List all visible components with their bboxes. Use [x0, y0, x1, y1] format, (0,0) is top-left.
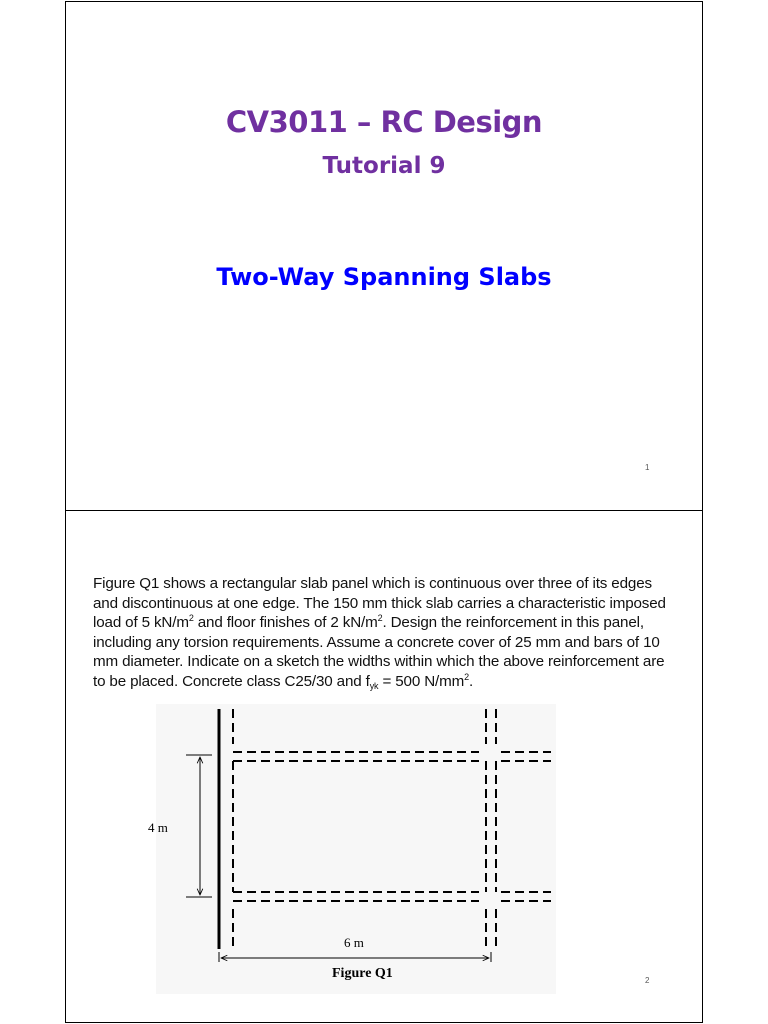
problem-text: Figure Q1 shows a rectangular slab panel which is continuous over three of its edges and discontinuous at one edge. The 150 mm thick slab carries a characteristic imposed load of 5 kN/m — [93, 575, 666, 632]
problem-text: . — [468, 672, 474, 690]
page-number: 2 — [645, 976, 650, 985]
width-label: 6 m — [344, 935, 364, 950]
height-label: 4 m — [148, 820, 168, 835]
superscript: 2 — [377, 613, 383, 624]
problem-text: and floor finishes of 2 kN/m — [193, 614, 378, 632]
topic-title: Two-Way Spanning Slabs — [216, 263, 552, 291]
superscript: 2 — [464, 671, 469, 682]
tutorial-title: Tutorial 9 — [322, 153, 446, 179]
figure-q1 — [148, 704, 556, 994]
course-title: CV3011 – RC Design — [225, 105, 543, 139]
figure-caption: Figure Q1 — [332, 966, 393, 981]
problem-statement — [93, 574, 678, 692]
slide-2 — [65, 510, 703, 1023]
problem-text: . Design the reinforcement in this panel, including any torsion requirements. Assume a concrete cover of 25 mm and bars of 10 mm diameter. Indicate on a sketch the widths within which the above reinforcement are to be placed. Concrete class C25/30 and f — [93, 614, 665, 690]
page-number: 1 — [645, 463, 650, 472]
problem-text: = 500 N/mm — [378, 672, 465, 690]
slide-1 — [65, 1, 703, 514]
superscript: 2 — [188, 613, 194, 624]
subscript: yk — [369, 680, 379, 691]
